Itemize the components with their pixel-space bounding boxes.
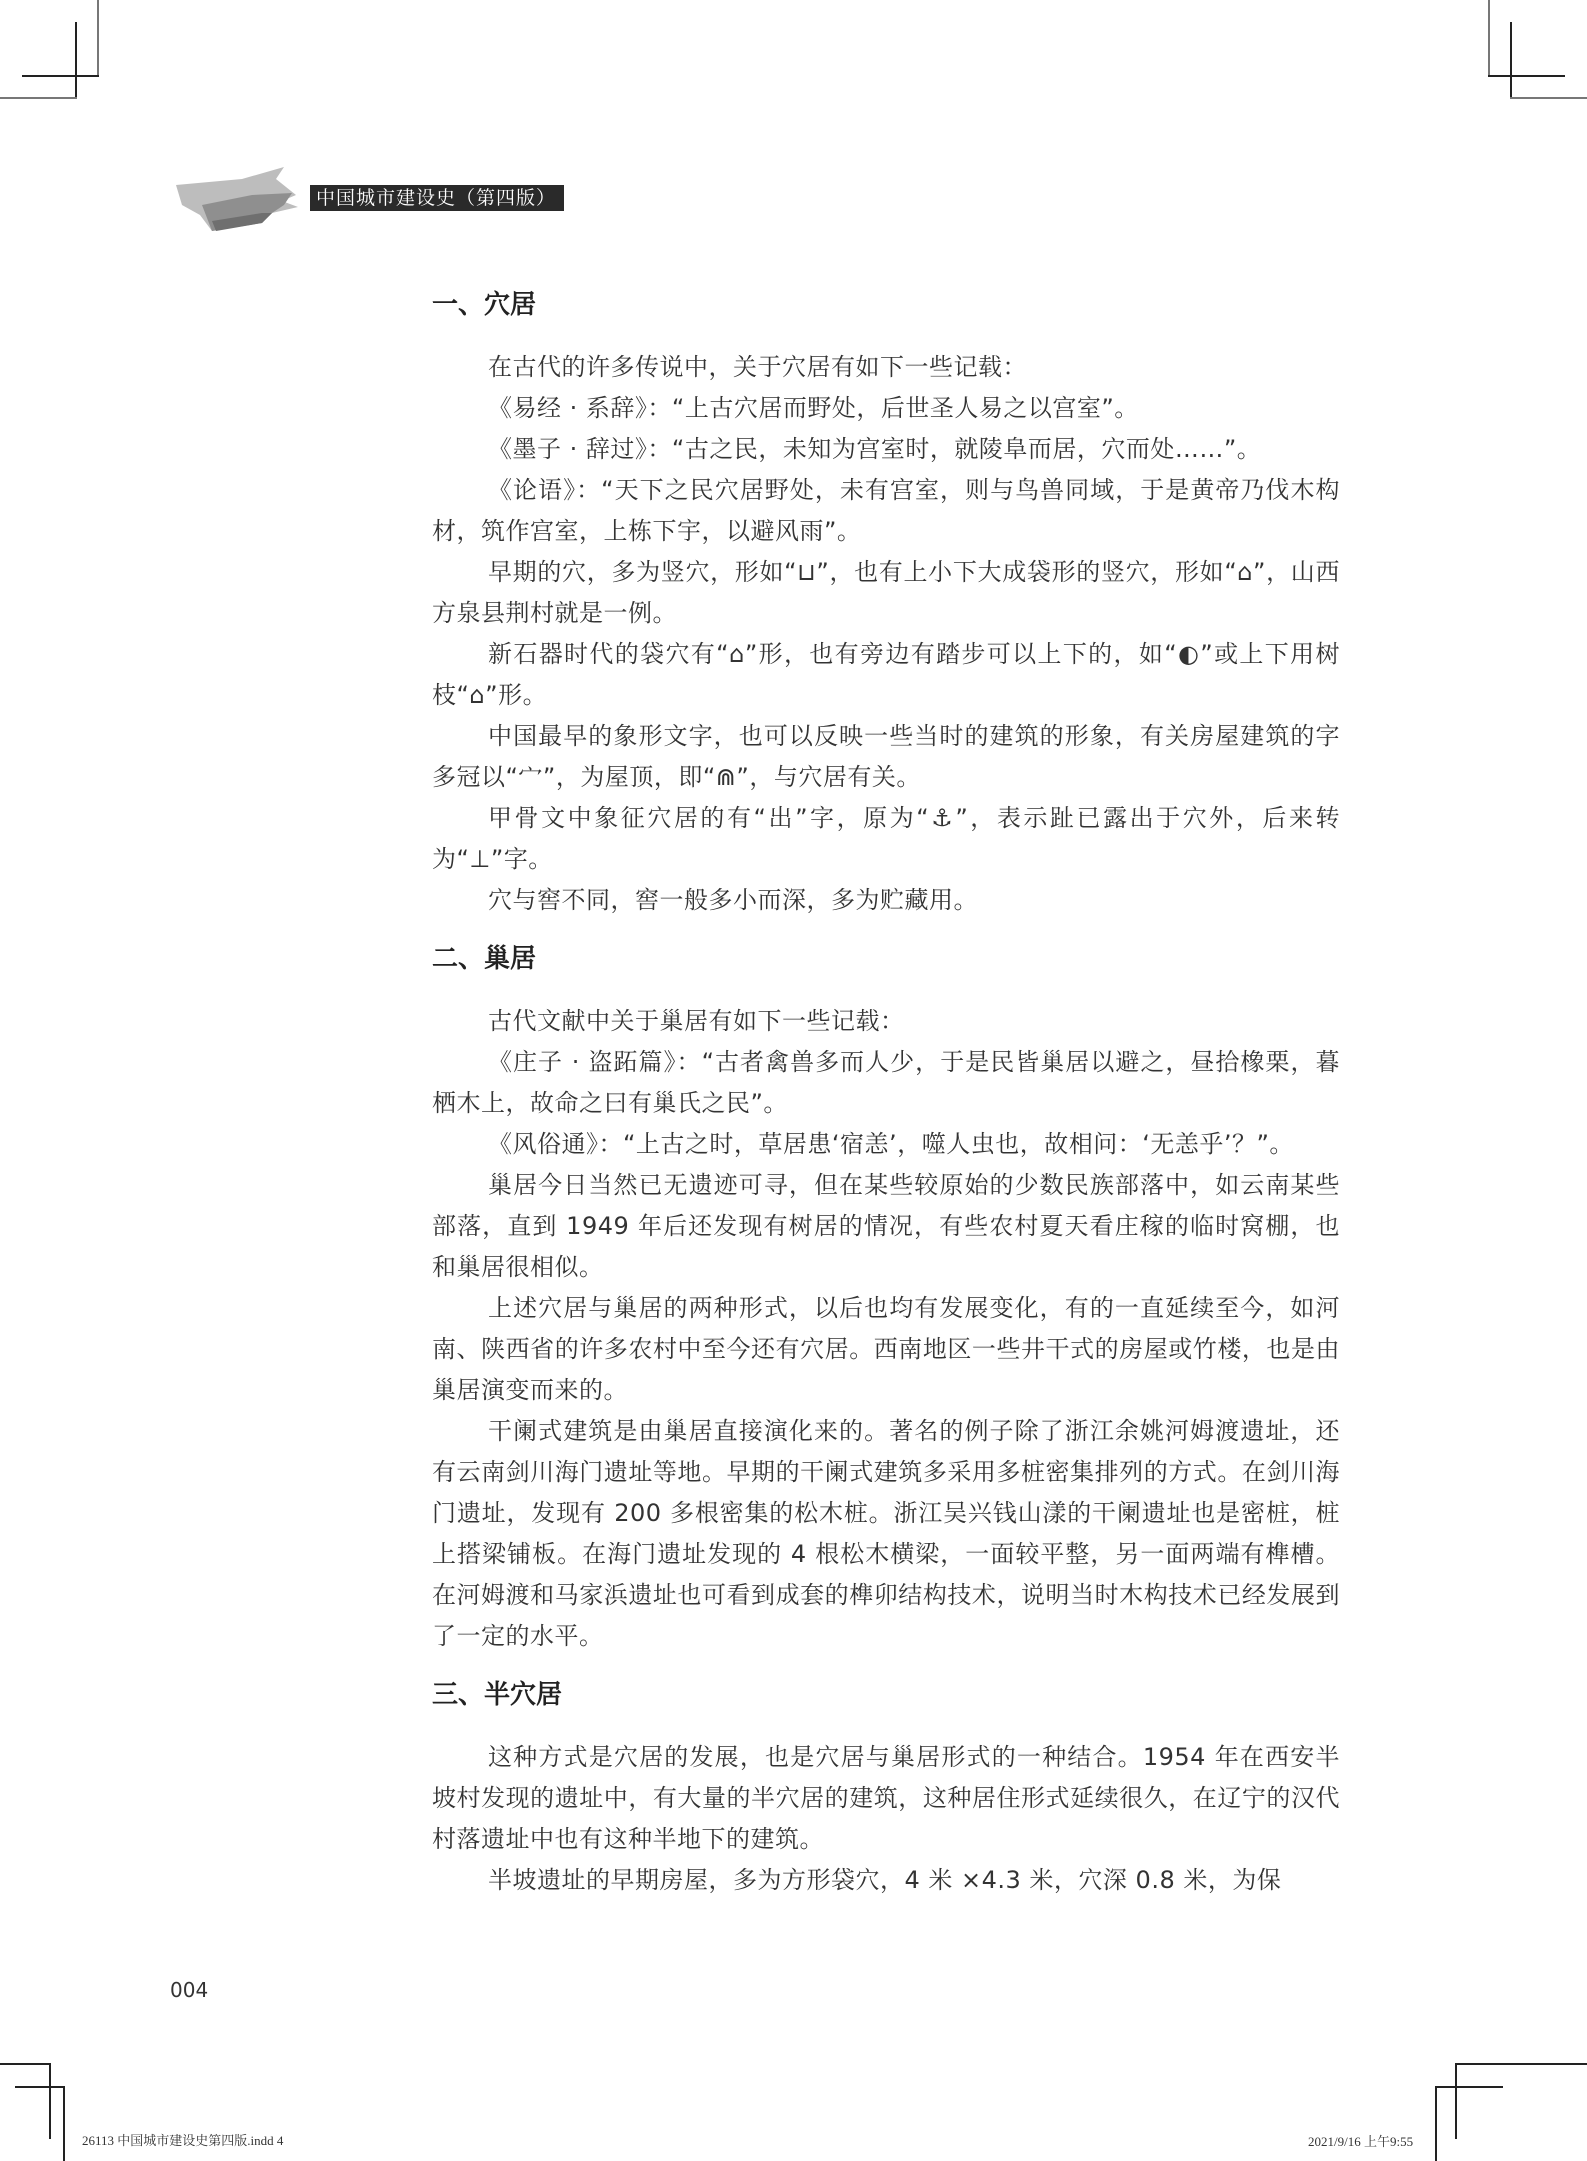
- quote-paragraph: 《论语》：“天下之民穴居野处，未有宫室，则与鸟兽同域，于是黄帝乃伐木构材，筑作宫室，上栋下宇，以避风雨”。: [432, 476, 1340, 545]
- slug-filename: 26113 中国城市建设史第四版.indd 4: [82, 2133, 284, 2148]
- brush-stroke-icon: [172, 165, 302, 235]
- paragraph: 上述穴居与巢居的两种形式，以后也均有发展变化，有的一直延续至今，如河南、陕西省的许多农村中至今还有穴居。西南地区一些井干式的房屋或竹楼，也是由巢居演变而来的。: [432, 1294, 1340, 1404]
- crop-mark: [0, 97, 77, 99]
- paragraph-pictograph: 甲骨文中象征穴居的有“出”字，原为“⚓”，表示趾已露出于穴外，后来转为“⊥”字。: [432, 804, 1340, 873]
- crop-mark: [1488, 75, 1565, 77]
- crop-mark: [1435, 2086, 1437, 2161]
- crop-mark: [63, 2086, 65, 2161]
- paragraph-pictograph: 新石器时代的袋穴有“⌂”形，也有旁边有踏步可以上下的，如“◐”或上下用树枝“⌂”形。: [432, 640, 1340, 709]
- paragraph: 在古代的许多传说中，关于穴居有如下一些记载：: [488, 353, 1027, 381]
- crop-mark: [1488, 0, 1490, 76]
- page-number: 004: [170, 1978, 209, 2002]
- crop-mark: [22, 75, 99, 77]
- crop-mark: [1435, 2086, 1503, 2088]
- crop-mark: [49, 2063, 51, 2139]
- section-heading: 一、穴居: [432, 290, 537, 320]
- paragraph-pictograph: 早期的穴，多为竖穴，形如“⊔”，也有上小下大成袋形的竖穴，形如“⌂”，山西方泉县荆村就是一例。: [432, 558, 1340, 627]
- slug-timestamp: 2021/9/16 上午9:55: [1308, 2134, 1414, 2149]
- crop-mark: [0, 2063, 50, 2065]
- crop-mark: [1455, 2063, 1457, 2139]
- paragraph: 巢居今日当然已无遗迹可寻，但在某些较原始的少数民族部落中，如云南某些部落，直到 1949 年后还发现有树居的情况，有些农村夏天看庄稼的临时窝棚，也和巢居很相似。: [432, 1171, 1340, 1281]
- quote-paragraph: 《庄子 · 盗跖篇》：“古者禽兽多而人少，于是民皆巢居以避之，昼拾橡栗，暮栖木上，故命之曰有巢氏之民”。: [432, 1048, 1340, 1117]
- crop-mark: [1455, 2063, 1587, 2065]
- paragraph: 干阑式建筑是由巢居直接演化来的。著名的例子除了浙江余姚河姆渡遗址，还有云南剑川海门遗址等地。早期的干阑式建筑多采用多桩密集排列的方式。在剑川海门遗址，发现有 200 多根密集的松木桩。浙江吴兴钱山漾的干阑遗址也是密桩，桩上搭梁铺板。在海门遗址发现的 4 根松木横梁，一面较平整，另一面两端有榫槽。在河姆渡和马家浜遗址也可看到成套的榫卯结构技术，说明当时木构技术已经发展到了一定的水平。: [432, 1417, 1340, 1650]
- crop-mark: [97, 0, 99, 76]
- quote-paragraph: 《风俗通》：“上古之时，草居患‘宿恙’，噬人虫也，故相问：‘无恙乎’？”。: [488, 1130, 1294, 1158]
- paragraph: 这种方式是穴居的发展，也是穴居与巢居形式的一种结合。1954 年在西安半坡村发现的遗址中，有大量的半穴居的建筑，这种居住形式延续很久，在辽宁的汉代村落遗址中也有这种半地下的建筑。: [432, 1743, 1340, 1853]
- crop-mark: [75, 22, 77, 99]
- paragraph: 古代文献中关于巢居有如下一些记载：: [488, 1007, 905, 1035]
- document-body: [432, 285, 1340, 1901]
- running-title: 中国城市建设史（第四版）: [310, 185, 564, 211]
- quote-paragraph: 《易经 · 系辞》：“上古穴居而野处，后世圣人易之以宫室”。: [488, 394, 1139, 422]
- quote-paragraph: 《墨子 · 辞过》：“古之民，未知为宫室时，就陵阜而居，穴而处……”。: [488, 435, 1262, 463]
- crop-mark: [15, 2086, 65, 2088]
- crop-mark: [1510, 22, 1512, 99]
- crop-mark: [1510, 97, 1587, 99]
- paragraph-pictograph: 中国最早的象形文字，也可以反映一些当时的建筑的形象，有关房屋建筑的字多冠以“宀”，为屋顶，即“⋒”，与穴居有关。: [432, 722, 1340, 791]
- section-heading: 三、半穴居: [432, 1680, 563, 1710]
- section-heading: 二、巢居: [432, 944, 537, 974]
- paragraph: 半坡遗址的早期房屋，多为方形袋穴，4 米 ×4.3 米，穴深 0.8 米，为保: [488, 1866, 1282, 1894]
- paragraph: 穴与窖不同，窖一般多小而深，多为贮藏用。: [488, 886, 978, 914]
